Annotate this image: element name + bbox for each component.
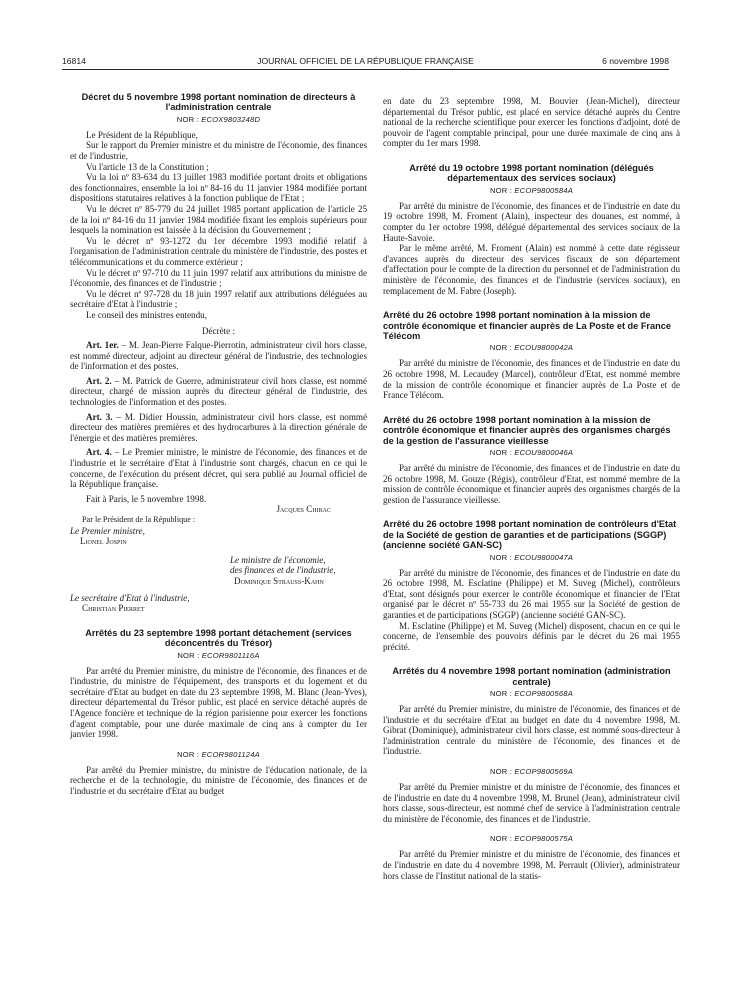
arrete-title: Arrêté du 19 octobre 1998 portant nomination (délégués départementaux des services sociaux)	[409, 162, 654, 184]
preamble-line: Vu la loi nº 83-634 du 13 juillet 1983 modifiée portant droits et obligations des fonctionnaires, ensemble la loi nº 84-16 du 11 janvier 1984 modifiée portant dispositions statutaires relatives à la fonction publique de l'Etat ;	[70, 172, 367, 204]
article: Art. 4. – Le Premier ministre, le ministre de l'économie, des finances et de l'industrie et le secrétaire d'Etat à l'industrie sont chargés, chacun en ce qui le concerne, de l'exécution du présent décret, qui sera publié au Journal officiel de la République française.	[70, 447, 368, 490]
page-number: 16814	[62, 56, 86, 66]
nor-line: NOR : ECOP9800569A	[490, 767, 573, 777]
secretary-title: Le secrétaire d'Etat à l'industrie,	[70, 592, 190, 603]
minister-title: Le ministre de l'économie,	[230, 554, 326, 565]
page-header	[62, 56, 669, 70]
journal-title: JOURNAL OFFICIEL DE LA RÉPUBLIQUE FRANÇAISE	[257, 56, 474, 66]
arrete-text: Par le même arrêté, M. Froment (Alain) est nommé à cette date régisseur d'avances auprès du directeur des services fiscaux de son département d'affectation pour le compte de la direction du personnel et de l'administration du ministère de l'économie, des finances et de l'industrie (services sociaux), en remplacement de M. Fabre (Joseph).	[383, 243, 680, 296]
left-column	[70, 92, 367, 797]
pm-title: Le Premier ministre,	[70, 525, 145, 536]
arrete-title: Arrêtés du 23 septembre 1998 portant détachement (services déconcentrés du Trésor)	[85, 627, 352, 649]
by-president: Par le Président de la République :	[82, 515, 196, 524]
arrete-text: Par arrêté du Premier ministre et du ministre de l'économie, des finances et de l'industrie en date du 4 novembre 1998, M. Brunel (Jean), administrateur civil hors classe, sous-directeur, est nommé chef de service à l'administration centrale du ministère de l'économie, des finances et de l'industrie.	[383, 782, 680, 824]
arrete-text: Par arrêté du Premier ministre, du ministre de l'économie, des finances et de l'industrie, du ministre de l'équipement, des transports et du logement et du secrétaire d'Etat au budget en date du 23 septembre 1998, M. Blanc (Jean-Yves), directeur départemental du Trésor public, est placé en service détaché auprès de l'Agence foncière et technique de la région parisienne pour exercer les fonctions d'agent comptable, pour une durée maximale de cinq ans à compter du 1er janvier 1998.	[70, 665, 367, 740]
preamble-line: Le conseil des ministres entendu,	[86, 309, 207, 320]
nor-line: NOR : ECOR9801124A	[177, 749, 260, 759]
arrete-text: Par arrêté du Premier ministre, du ministre de l'éducation nationale, de la recherche et de la technologie, du ministre de l'économie, des finances et de l'industrie et du secrétaire d'Etat au budget	[70, 764, 367, 796]
issue-date: 6 novembre 1998	[602, 56, 669, 66]
secretary-name: Christian Pierret	[82, 603, 145, 614]
minister-name: Dominique Strauss-Kahn	[234, 575, 324, 586]
arrete-text: Par arrêté du ministre de l'économie, des finances et de l'industrie en date du 26 octobre 1998, M. Gouze (Régis), contrôleur d'Etat, est nommé membre de la mission de contrôle économique et financier auprès des organismes chargés de la gestion de l'assurance vieillesse.	[383, 462, 680, 505]
continuation-text: en date du 23 septembre 1998, M. Bouvier (Jean-Michel), directeur départemental du Trésor public, est placé en service détaché auprès du Centre national de la recherche scientifique pour exercer les fonctions d'adjoint, doté de pouvoir de l'agent comptable principal, pour une durée maximale de cinq ans à compter du 1er mars 1998.	[383, 96, 680, 149]
preamble-line: Sur le rapport du Premier ministre et du ministre de l'économie, des finances et de l'industrie,	[70, 140, 367, 161]
arrete-text: Par arrêté du ministre de l'économie, des finances et de l'industrie en date du 26 octobre 1998, M. Esclatine (Philippe) et M. Suveg (Michel), contrôleurs d'Etat, sont désignés pour exercer le contrôle économique et financier de l'Etat organisé par le décret nº 55-733 du 26 mai 1955 sur la Société de gestion de garanties et de participations (SGGP) (ancienne société GAN-SC).	[383, 567, 680, 620]
nor-line: NOR : ECOU9800046A	[489, 447, 574, 457]
preamble-line: Vu l'article 13 de la Constitution ;	[86, 161, 209, 172]
arrete-text: Par arrêté du ministre de l'économie, des finances et de l'industrie en date du 19 octobre 1998, M. Froment (Alain), inspecteur des douanes, est nommé, à compter du 1er octobre 1998, délégué départemental des services sociaux de la Haute-Savoie.	[383, 200, 680, 243]
arrete-text: M. Esclatine (Philippe) et M. Suveg (Michel) disposent, chacun en ce qui le concerne, de l'ensemble des pouvoirs définis par le décret du 26 mai 1955 précité.	[383, 620, 680, 652]
decree-title: Décret du 5 novembre 1998 portant nomination de directeurs à l'administration centrale	[81, 92, 356, 113]
decrete-line: Décrète :	[201, 325, 236, 336]
nor-line: NOR : ECOP9800568A	[490, 689, 573, 699]
preamble-line: Vu le décret nº 97-728 du 18 juin 1997 relatif aux attributions déléguées au secrétaire d'Etat à l'industrie ;	[70, 288, 367, 310]
arrete-title: Arrêté du 26 octobre 1998 portant nomination à la mission de contrôle économique et financier auprès des organismes chargés de la gestion de l'assurance vieillesse	[383, 414, 671, 446]
minister-title: des finances et de l'industrie,	[230, 565, 336, 576]
arrete-text: Par arrêté du Premier ministre et du ministre de l'économie, des finances et de l'industrie en date du 4 novembre 1998, M. Perrault (Olivier), administrateur hors classe de l'Institut national de la statis-	[383, 849, 680, 881]
preamble-line: Vu le décret nº 97-710 du 11 juin 1997 relatif aux attributions du ministre de l'économie, des finances et de l'industrie ;	[70, 267, 367, 289]
nor-line: NOR : ECOP9800575A	[490, 834, 573, 844]
done-at: Fait à Paris, le 5 novembre 1998.	[86, 493, 207, 504]
right-column	[383, 96, 680, 881]
article: Art. 3. – M. Didier Houssin, administrateur civil hors classe, est nommé directeur des matières premières et des hydrocarbures à la direction générale de l'énergie et des matières premières.	[70, 411, 368, 443]
arrete-title: Arrêté du 26 octobre 1998 portant nomination de contrôleurs d'Etat de la Société de gestion de garanties et de participations (SGGP) (ancienne société GAN-SC)	[383, 519, 677, 551]
nor-line: NOR : ECOU9800042A	[489, 343, 574, 353]
nor-line: NOR : ECOX9803248D	[176, 114, 261, 124]
nor-line: NOR : ECOU9800047A	[489, 552, 574, 562]
arrete-title: Arrêté du 26 octobre 1998 portant nomination à la mission de contrôle économique et financier auprès de La Poste et de France Télécom	[383, 310, 671, 341]
article: Art. 1er. – M. Jean-Pierre Falque-Pierrotin, administrateur civil hors classe, est nommé directeur, adjoint au directeur général de l'industrie, des technologies de l'information et des postes.	[70, 340, 367, 372]
nor-line: NOR : ECOP9800584A	[490, 185, 573, 195]
header-rule	[62, 69, 669, 70]
preamble-line: Vu le décret nº 85-779 du 24 juillet 1985 portant application de l'article 25 de la loi nº 84-16 du 11 janvier 1984 modifiée fixant les emplois supérieurs pour lesquels la nomination est laissée à la décision du Gouvernement ;	[70, 203, 367, 236]
nor-line: NOR : ECOR9801116A	[177, 650, 260, 660]
pm-name: Lionel Jospin	[80, 536, 127, 547]
arrete-text: Par arrêté du ministre de l'économie, des finances et de l'industrie en date du 26 octobre 1998, M. Lecaudey (Marcel), contrôleur d'Etat, est nommé membre de la mission de contrôle économique et financier auprès de La Poste et de France Télécom.	[383, 358, 680, 401]
signature-president: Jacques Chirac	[276, 504, 331, 515]
preamble-line: Le Président de la République,	[86, 129, 198, 140]
arrete-text: Par arrêté du Premier ministre, du ministre de l'économie, des finances et de l'industrie et du secrétaire d'Etat au budget en date du 4 novembre 1998, M. Gibrat (Dominique), administrateur civil hors classe, est nommé sous-directeur à l'administration centrale du ministère de l'économie, des finances et de l'industrie.	[383, 704, 680, 757]
arrete-title: Arrêtés du 4 novembre 1998 portant nomination (administration centrale)	[392, 666, 671, 687]
article: Art. 2. – M. Patrick de Guerre, administrateur civil hors classe, est nommé directeur, chargé de mission auprès du directeur général de l'industrie, des technologies de l'information et des postes.	[70, 375, 367, 408]
preamble-line: Vu le décret nº 93-1272 du 1er décembre 1993 modifié relatif à l'organisation de l'administration centrale du ministère de l'industrie, des postes et télécommunications et du commerce extérieur ;	[70, 235, 367, 267]
